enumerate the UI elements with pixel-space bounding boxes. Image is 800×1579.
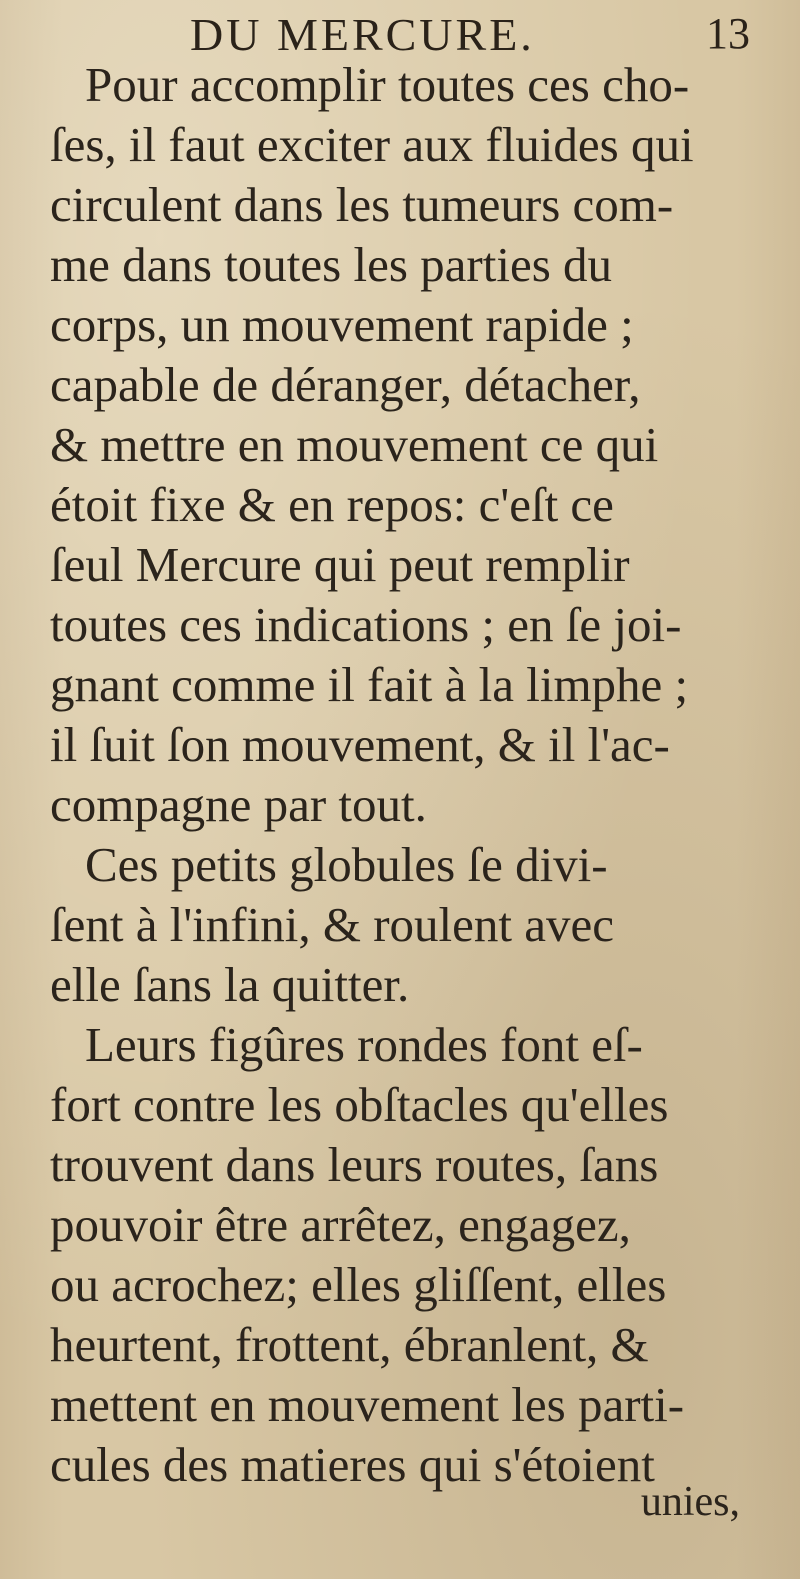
text-line: ſent à l'infini, & roulent avec [50,897,614,952]
catchword: unies, [640,1479,740,1525]
text-line: ſeul Mercure qui peut remplir [50,537,630,592]
text-line: Ces petits globules ſe divi- [85,837,608,892]
text-line: ſes, il faut exciter aux fluides qui [50,117,694,172]
text-line: Pour accomplir toutes ces cho- [85,57,690,112]
text-line: compagne par tout. [50,777,427,832]
running-title: DU MERCURE. [190,9,535,60]
text-line: fort contre les obſtacles qu'elles [50,1077,669,1132]
text-line: Leurs figûres rondes font eſ- [85,1017,643,1072]
text-line: pouvoir être arrêtez, engagez, [50,1197,631,1252]
text-line: circulent dans les tumeurs com- [50,177,674,232]
text-line: gnant comme il fait à la limphe ; [50,657,689,712]
text-line: & mettre en mouvement ce qui [50,417,659,472]
text-line: toutes ces indications ; en ſe joi- [50,597,682,652]
text-line: heurtent, frottent, ébranlent, & [50,1317,649,1372]
text-line: mettent en mouvement les parti- [50,1377,685,1432]
text-line: elle ſans la quitter. [50,957,410,1012]
text-line: capable de déranger, détacher, [50,357,641,412]
text-line: il ſuit ſon mouvement, & il l'ac- [50,717,670,772]
text-line: me dans toutes les parties du [50,237,613,292]
text-line: corps, un mouvement rapide ; [50,297,634,352]
text-line: trouvent dans leurs routes, ſans [50,1137,659,1192]
text-line: cules des matieres qui s'étoient [50,1437,655,1492]
text-line: étoit fixe & en repos: c'eſt ce [50,477,614,532]
page-number: 13 [706,9,750,58]
running-head [190,8,750,64]
text-line: ou acrochez; elles gliſſent, elles [50,1257,667,1312]
